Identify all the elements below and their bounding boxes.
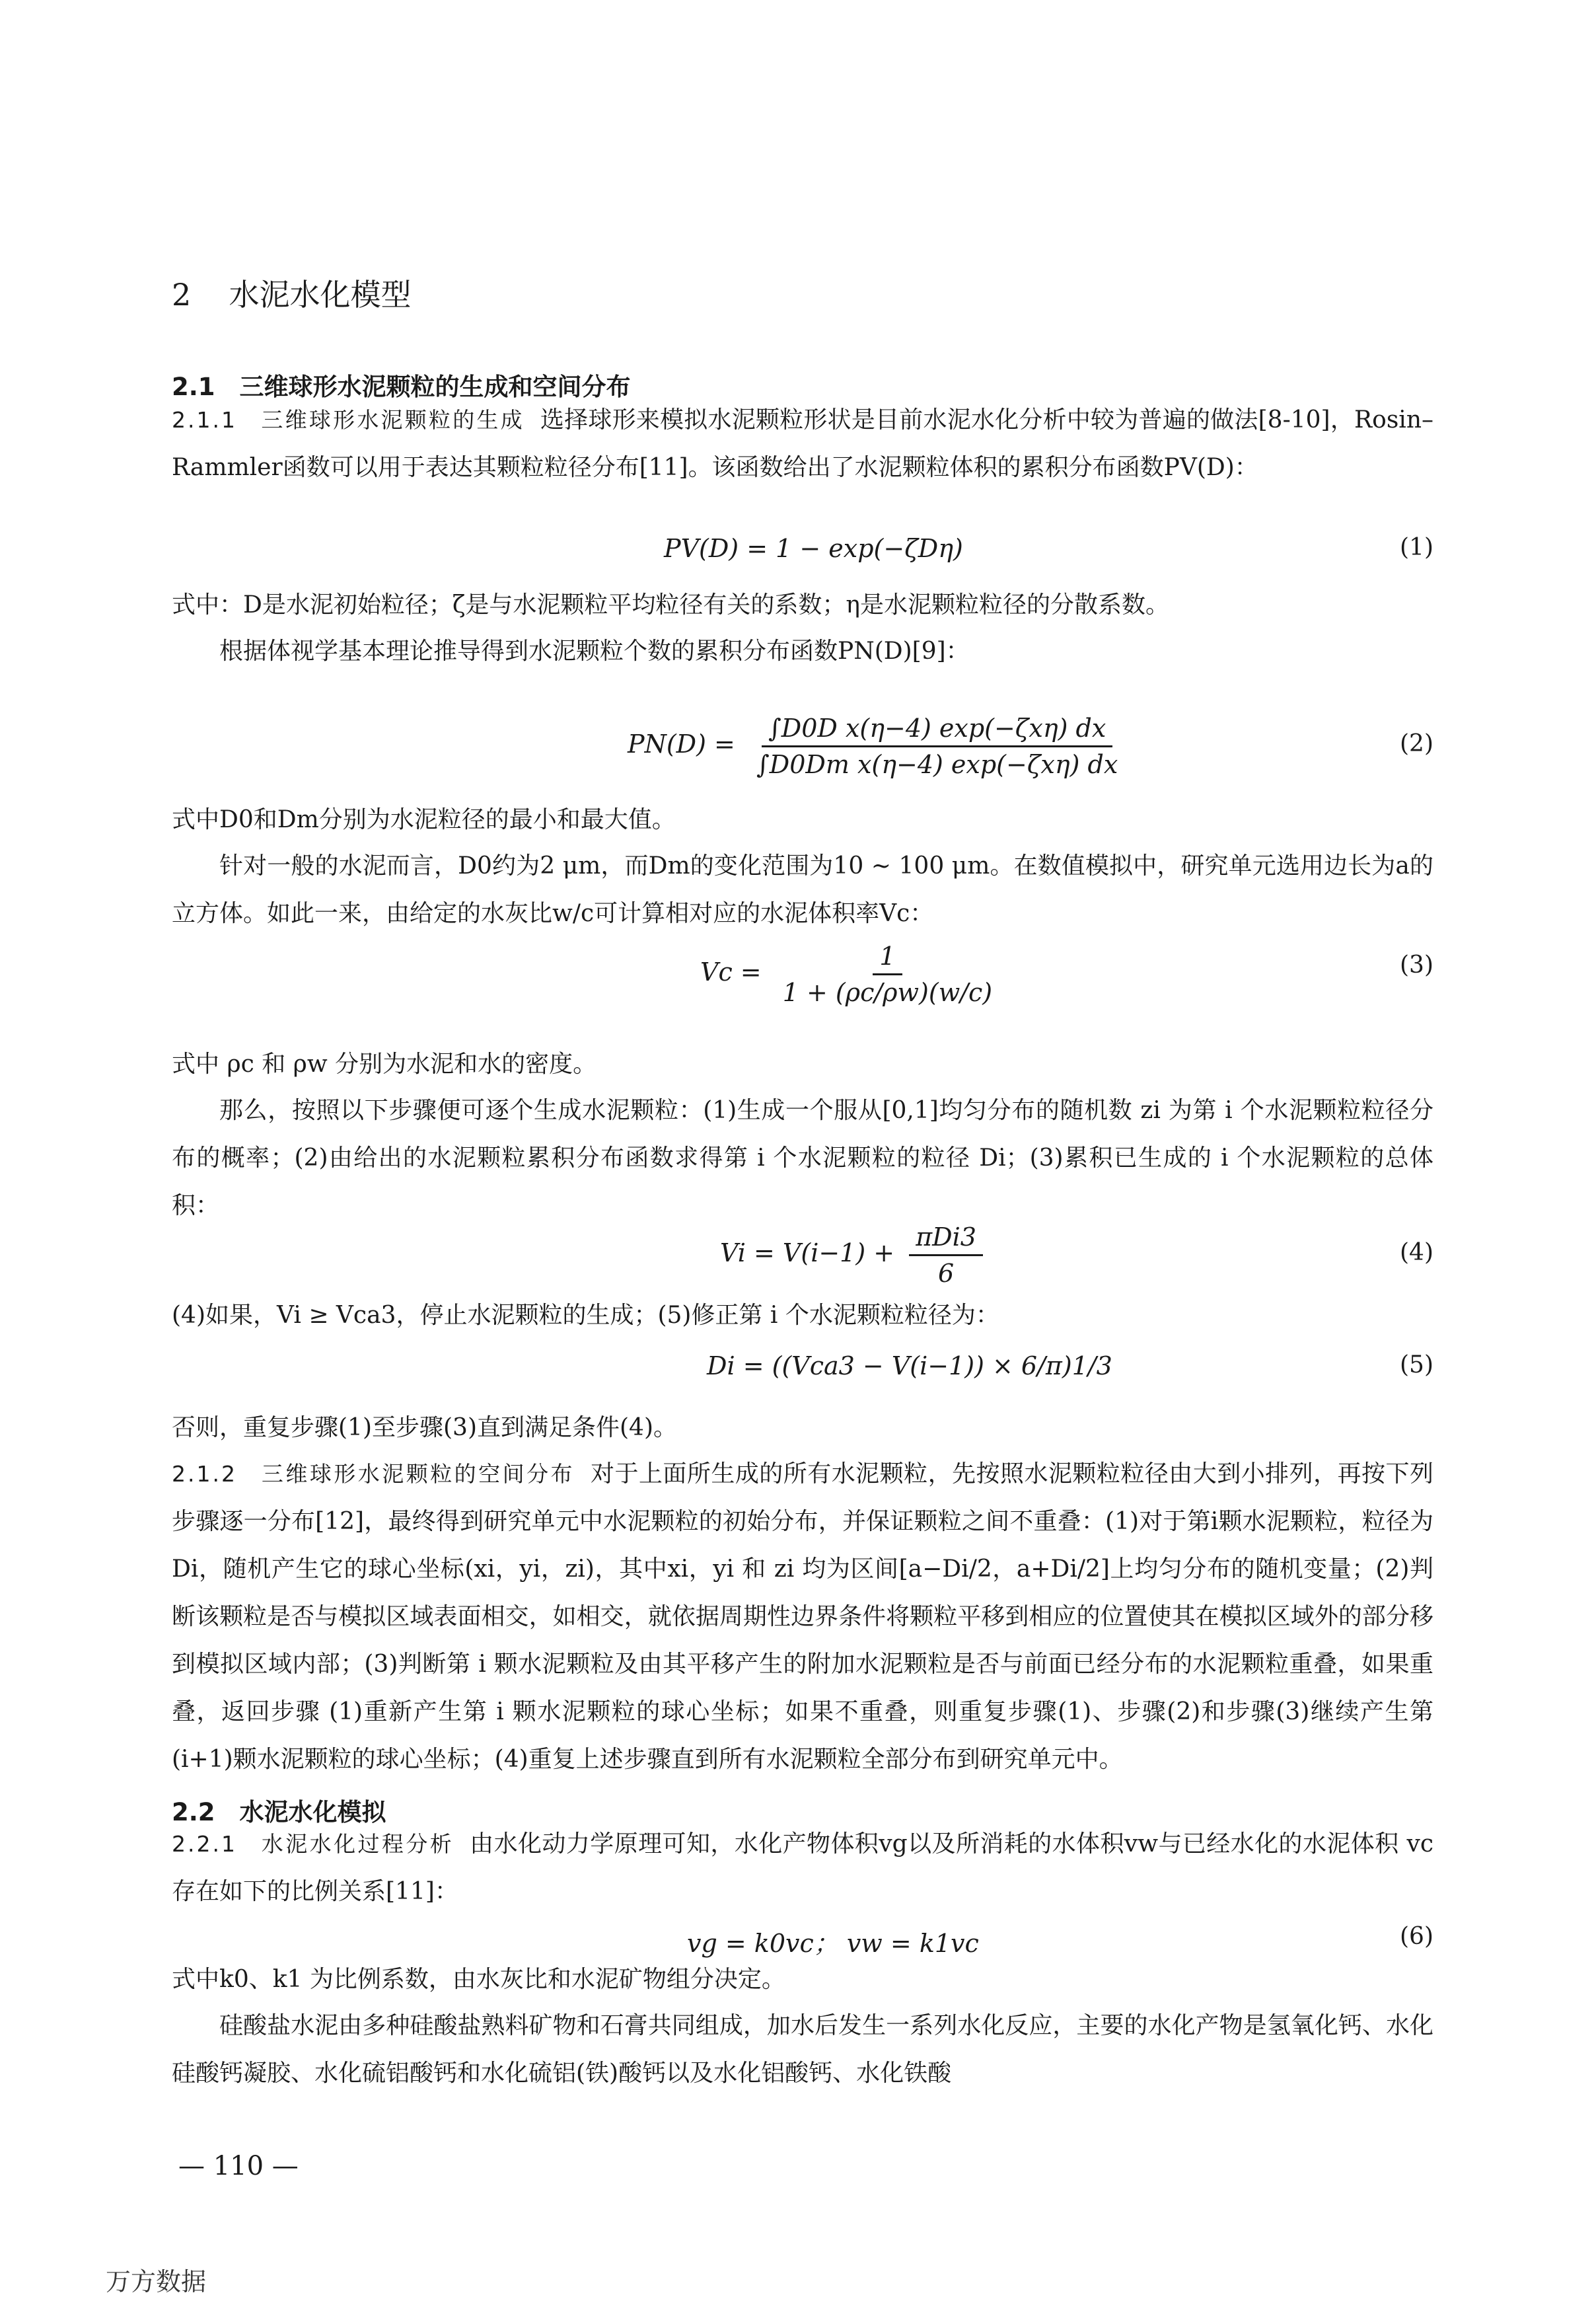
- paragraph-last: 硅酸盐水泥由多种硅酸盐熟料矿物和石膏共同组成，加水后发生一系列水化反应，主要的水化产物是氢氧化钙、水化硅酸钙凝胶、水化硫铝酸钙和水化硫铝(铁)酸钙以及水化铝酸钙、水化铁酸: [172, 2012, 1433, 2087]
- equation-5: [172, 1348, 1433, 1394]
- equation-2: [172, 687, 1433, 806]
- equation-6-number: (6): [1400, 1923, 1433, 1950]
- paragraph-before-eq5: (4)如果，Vi ≥ Vca3，停止水泥颗粒的生成；(5)修正第 i 个水泥颗粒粒径为：: [172, 1302, 999, 1329]
- equation-4-number: (4): [1400, 1239, 1433, 1266]
- subsection-heading-2-2: 2.2 水泥水化模拟: [172, 1798, 386, 1826]
- watermark: 万方数据: [106, 2267, 207, 2296]
- equation-2-numerator: ∫D0D x(η−4) exp(−ζxη) dx: [762, 714, 1112, 747]
- equation-3-fraction: [776, 942, 999, 1007]
- subsubsection-label-2-2-1: 2.2.1 水泥水化过程分析: [172, 1831, 454, 1857]
- equation-6-formula: vg = k0vc； vw = k1vc: [687, 1929, 979, 1958]
- paragraph-2-1-2: [172, 1450, 1433, 1783]
- paragraph-after-eq2: 式中D0和Dm分别为水泥粒径的最小和最大值。: [172, 806, 676, 833]
- paragraph-after-eq5: 否则，重复步骤(1)至步骤(3)直到满足条件(4)。: [172, 1414, 677, 1441]
- equation-3-number: (3): [1400, 952, 1433, 979]
- paragraph-before-eq2: 根据体视学基本理论推导得到水泥颗粒个数的累积分布函数PN(D)[9]：: [219, 638, 970, 665]
- equation-2-lhs: PN(D) =: [628, 730, 735, 759]
- equation-1-number: (1): [1400, 534, 1433, 561]
- section-heading: [172, 271, 1433, 315]
- page-number: — 110 —: [178, 2151, 299, 2181]
- equation-3-lhs: Vc =: [700, 957, 762, 987]
- equation-2-number: (2): [1400, 730, 1433, 757]
- equation-3-numerator: 1: [873, 942, 902, 975]
- paragraph-after-eq1: 式中：D是水泥初始粒径；ζ是与水泥颗粒平均粒径有关的系数；η是水泥颗粒粒径的分散系数。: [172, 591, 1169, 618]
- paragraph-after-eq6: 式中k0、k1 为比例系数，由水灰比和水泥矿物组分决定。: [172, 1966, 785, 1993]
- equation-3-body: [700, 942, 999, 1007]
- equation-4-fraction: [909, 1222, 983, 1288]
- equation-2-denominator: ∫D0Dm x(η−4) exp(−ζxη) dx: [756, 750, 1118, 779]
- equation-3-denominator: 1 + (ρc/ρw)(w/c): [782, 978, 993, 1007]
- paragraph-after-eq3: 式中 ρc 和 ρw 分别为水泥和水的密度。: [172, 1051, 597, 1078]
- paragraph-before-eq3: 针对一般的水泥而言，D0约为2 μm，而Dm的变化范围为10 ~ 100 μm。在数值模拟中，研究单元选用边长为a的立方体。如此一来，由给定的水灰比w/c可计算相对应的水泥体积率Vc：: [172, 852, 1433, 927]
- paragraph-steps: 那么，按照以下步骤便可逐个生成水泥颗粒：(1)生成一个服从[0,1]均匀分布的随机数 zi 为第 i 个水泥颗粒粒径分布的概率；(2)由给出的水泥颗粒累积分布函数求得第 i 个水泥颗粒的粒径 Di；(3)累积已生成的 i 个水泥颗粒的总体积：: [172, 1097, 1433, 1219]
- equation-4-lhs: Vi = V(i−1) +: [720, 1238, 895, 1267]
- equation-2-body: [628, 714, 1124, 779]
- paragraph-2-2-1: [172, 1820, 1433, 1916]
- equation-1: [172, 534, 1433, 574]
- paragraph-2-1-2-text: 对于上面所生成的所有水泥颗粒，先按照水泥颗粒粒径由大到小排列，再按下列步骤逐一分布[12]，最终得到研究单元中水泥颗粒的初始分布，并保证颗粒之间不重叠：(1)对于第i颗水泥颗粒，粒径为 Di，随机产生它的球心坐标(xi，yi，zi)，其中xi，yi 和 zi 均为区间[a−Di/2，a+Di/2]上均匀分布的随机变量；(2)判断该颗粒是否与模拟区域表面相交，如相交，就依据周期性边界条件将颗粒平移到相应的位置使其在模拟区域外的部分移到模拟区域内部；(3)判断第 i 颗水泥颗粒及由其平移产生的附加水泥颗粒是否与前面已经分布的水泥颗粒重叠，如果重叠，返回步骤 (1)重新产生第 i 颗水泥颗粒的球心坐标；如果不重叠，则重复步骤(1)、步骤(2)和步骤(3)继续产生第(i+1)颗水泥颗粒的球心坐标；(4)重复上述步骤直到所有水泥颗粒全部分布到研究单元中。: [172, 1460, 1433, 1773]
- subsubsection-label-2-1-1: 2.1.1 三维球形水泥颗粒的生成: [172, 407, 525, 433]
- paragraph-2-1-1: [172, 396, 1433, 492]
- section-number: 2: [172, 277, 192, 313]
- equation-4-denominator: 6: [938, 1259, 955, 1288]
- subsubsection-label-2-1-2: 2.1.2 三维球形水泥颗粒的空间分布: [172, 1461, 575, 1487]
- equation-5-number: (5): [1400, 1351, 1433, 1378]
- equation-1-formula: PV(D) = 1 − exp(−ζDη): [664, 534, 963, 563]
- section-title: 水泥水化模型: [229, 277, 412, 313]
- paragraph-2-2-1-text: 由水化动力学原理可知，水化产物体积vg以及所消耗的水体积vw与已经水化的水泥体积 vc 存在如下的比例关系[11]：: [172, 1830, 1434, 1905]
- equation-5-formula: Di = ((Vca3 − V(i−1)) × 6/π)1/3: [707, 1351, 1112, 1380]
- equation-4-numerator: πDi3: [909, 1222, 983, 1256]
- subsection-heading-2-1: 2.1 三维球形水泥颗粒的生成和空间分布: [172, 373, 631, 401]
- equation-4-body: [720, 1222, 983, 1288]
- paragraph-2-1-1-text: 选择球形来模拟水泥颗粒形状是目前水泥水化分析中较为普遍的做法[8-10]，Rosin–Rammler函数可以用于表达其颗粒粒径分布[11]。该函数给出了水泥颗粒体积的累积分布函数PV(D)：: [172, 406, 1433, 481]
- equation-2-fraction: [750, 714, 1124, 779]
- equation-3: [172, 935, 1433, 1047]
